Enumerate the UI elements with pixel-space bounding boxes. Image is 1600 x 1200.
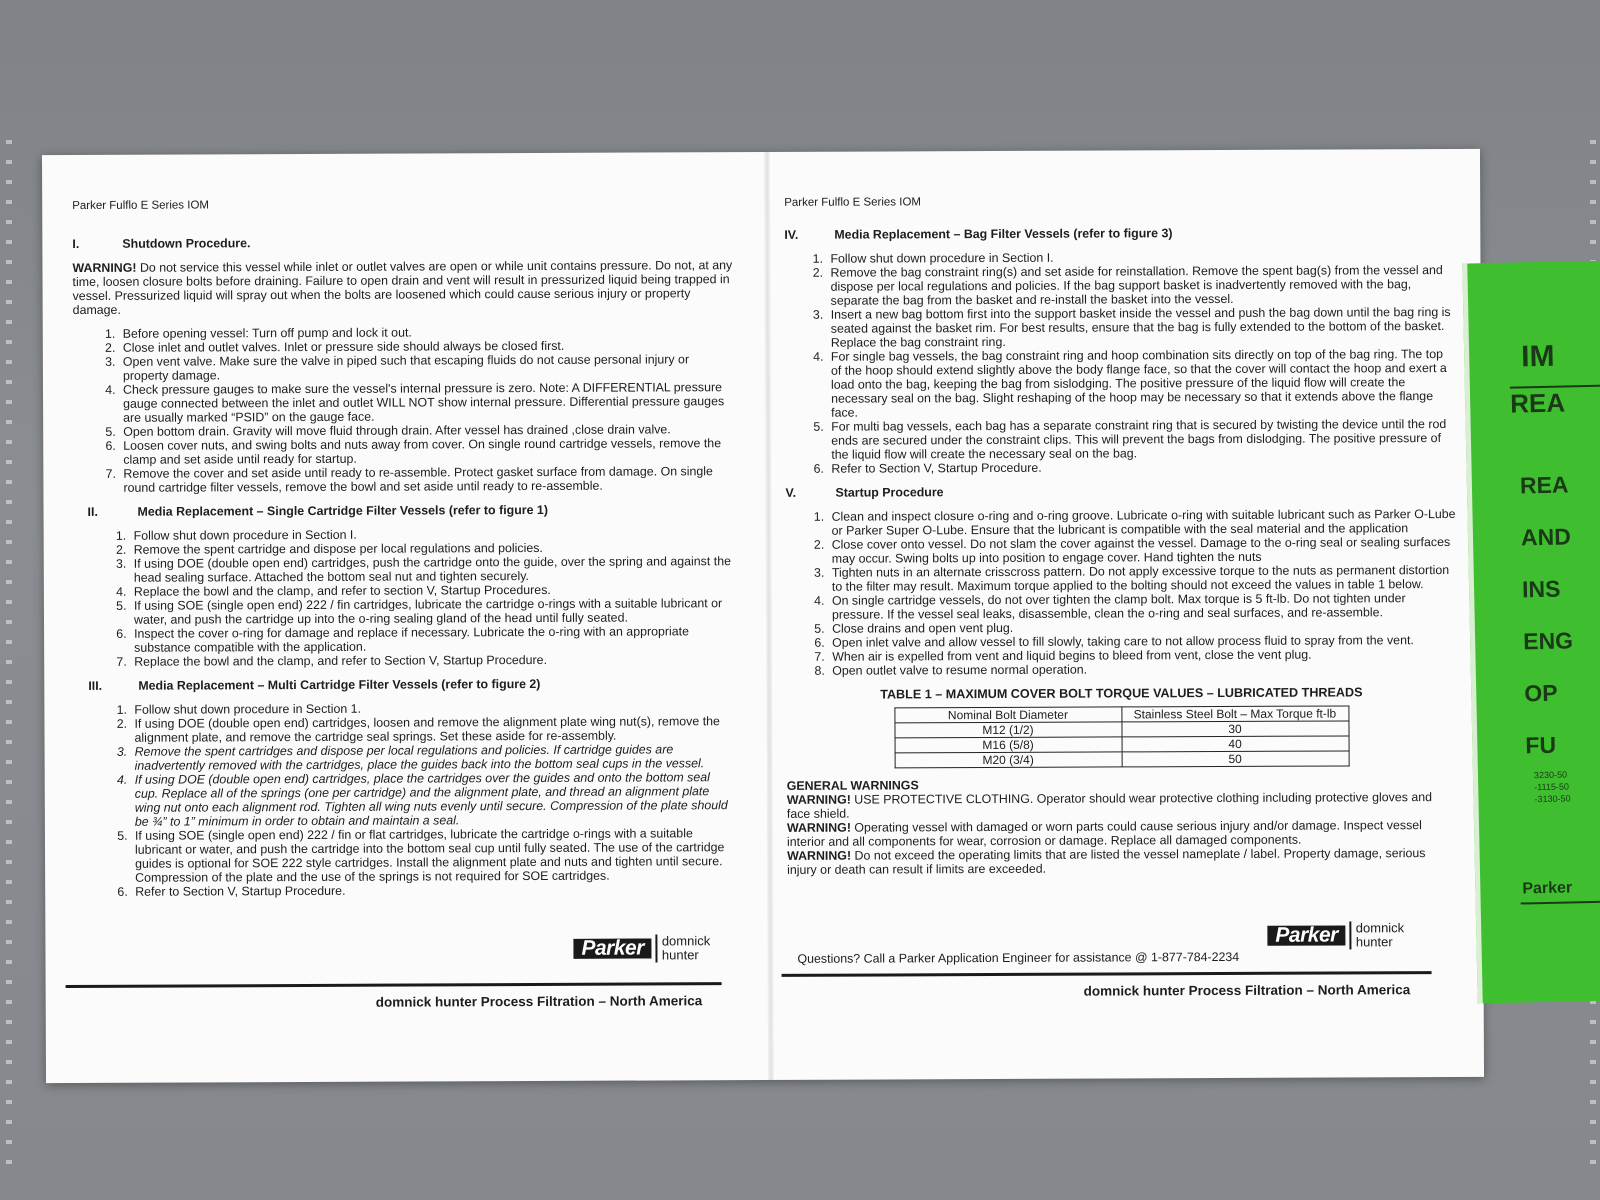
section-number: I.	[72, 236, 80, 252]
torque-table	[894, 705, 1349, 768]
booklet-brand-rule	[1521, 900, 1600, 904]
section-heading	[72, 234, 732, 251]
background-tick-marks-left	[6, 140, 12, 1180]
list-item: 3. Tighten nuts in an alternate crisscross pattern. Do not apply excessive torque to the nuts as permanent distortion to the filter may result. Maximum torque applied to the bolting should not exceed the values in table 1 below.	[828, 563, 1456, 594]
list-item: 2. Remove the spent cartridge and dispose per local regulations and policies.	[130, 540, 734, 557]
booklet-part-number: -1115-50	[1534, 781, 1570, 793]
warning-text: USE PROTECTIVE CLOTHING. Operator should wear protective clothing including protective gloves and face shield.	[786, 790, 1433, 821]
section-title: Shutdown Procedure.	[122, 236, 251, 251]
table-cell: 50	[1122, 751, 1349, 767]
table-cell: 30	[1121, 721, 1348, 737]
list-item: 1. Follow shut down procedure in Section I.	[130, 526, 734, 543]
startup-steps	[786, 507, 1457, 678]
list-item: 3. If using DOE (double open end) cartridges, push the cartridge onto the guide, over the spring and against the head sealing surface. Attached the bottom seal nut and tighten securely.	[130, 554, 734, 585]
left-page	[72, 152, 736, 1083]
section-number: IV.	[784, 227, 799, 242]
booklet-word: REA	[1519, 471, 1569, 499]
list-item: 7. Remove the cover and set aside until ready to re-assemble. Protect gasket surface from damage. On single round cartridge filter vessels, remove the bowl and set aside until ready to re-assemble.	[119, 464, 733, 495]
list-item: 6. Refer to Section V, Startup Procedure.	[131, 882, 735, 899]
section-title: Media Replacement – Single Cartridge Filter Vessels (refer to figure 1)	[137, 502, 548, 519]
warning-label: WARNING!	[786, 820, 851, 835]
footer-rule	[66, 982, 722, 988]
table-header-cell: Nominal Bolt Diameter	[894, 707, 1121, 723]
left-page-content	[72, 226, 735, 909]
list-item: 5. Close drains and open vent plug.	[828, 619, 1456, 636]
list-item: 5. For multi bag vessels, each bag has a separate constraint ring that is secured by twisting the device until the rod ends are secured under the constraint clips. This will prevent the bags from dislodging. The positive pressure of the liquid flow will create the necessary seal on the bag.	[827, 417, 1455, 462]
section-heading	[88, 502, 734, 519]
shutdown-steps	[73, 324, 734, 495]
page-fold	[764, 152, 774, 1080]
list-item: 5. Open bottom drain. Gravity will move fluid through drain. After vessel has drained ,close drain valve.	[119, 422, 733, 439]
section-title: Media Replacement – Multi Cartridge Filter Vessels (refer to figure 2)	[138, 676, 541, 693]
table-header-cell: Stainless Steel Bolt – Max Torque ft-lb	[1121, 706, 1348, 722]
questions-contact-line: Questions? Call a Parker Application Engineer for assistance @ 1-877-784-2234	[797, 949, 1240, 966]
list-item: 5. If using SOE (single open end) 222 / fin cartridges, lubricate the cartridge o-rings with a suitable lubricant or water, and push the cartridge up into the o-ring sealing gland of the head until fully seated.	[130, 596, 734, 627]
booklet-part-number: -3130-50	[1534, 793, 1571, 805]
list-item: 6. Refer to Section V, Startup Procedure.	[827, 459, 1455, 476]
section-heading	[784, 225, 1454, 242]
page-header: Parker Fulflo E Series IOM	[784, 196, 921, 209]
table-cell: M12 (1/2)	[894, 722, 1121, 738]
list-item: 4. Check pressure gauges to make sure the vessel's internal pressure is zero. Note: A DIFFERENTIAL pressure gauge connected between the inlet and outlet WILL NOT show internal pressure. Differential pressure gauges are usually marked “PSID” on the gauge face.	[119, 380, 733, 425]
booklet-word: ENG	[1522, 627, 1574, 655]
section-number: III.	[88, 678, 103, 693]
section-number: II.	[87, 504, 98, 519]
general-warning-item	[787, 818, 1457, 849]
list-item: 7. Replace the bowl and the clamp, and refer to Section V, Startup Procedure.	[130, 652, 734, 669]
logo-line-2: hunter	[661, 947, 699, 963]
warning-text: Do not exceed the operating limits that are listed the vessel nameplate / label. Property damage, serious injury or death can result if limits are exceeded.	[787, 846, 1426, 877]
table-header-row	[894, 706, 1348, 723]
domnick-hunter-wordmark	[1350, 921, 1405, 949]
table-row	[895, 751, 1349, 768]
booklet-brand: Parker	[1522, 879, 1573, 898]
list-item: 4. Replace the bowl and the clamp, and refer to section V, Startup Procedures.	[130, 582, 734, 599]
section-title: Media Replacement – Bag Filter Vessels (refer to figure 3)	[834, 226, 1173, 242]
parker-logo-mark: Parker	[1267, 925, 1345, 945]
list-item: 1. Before opening vessel: Turn off pump and lock it out.	[119, 324, 733, 341]
warning-text: Operating vessel with damaged or worn parts could cause serious injury and/or damage. Inspect vessel interior and all components for wear, corrosion or damage. Replace all damaged components.	[786, 818, 1422, 849]
page-footer: domnick hunter Process Filtration – North America	[1083, 982, 1411, 999]
logo-line-1: domnick	[1355, 920, 1405, 936]
list-item: 1. Clean and inspect closure o-ring and o-ring groove. Lubricate o-ring with suitable lubricant such as Parker O-Lube or Parker Super O-Lube. Ensure that the lubricant is compatible with the seal material and the application	[828, 507, 1456, 538]
footer-rule	[782, 971, 1432, 977]
general-warnings-title: GENERAL WARNINGS	[786, 778, 919, 793]
list-item: 1. Follow shut down procedure in Section I.	[826, 249, 1454, 266]
list-item: 2. Close inlet and outlet valves. Inlet or pressure side should always be closed first.	[119, 338, 733, 355]
table-title: TABLE 1 – MAXIMUM COVER BOLT TORQUE VALUES – LUBRICATED THREADS	[880, 685, 1363, 702]
section-title: Startup Procedure	[835, 485, 944, 500]
list-item: 6. Inspect the cover o-ring for damage and replace if necessary. Lubricate the o-ring with an appropriate substance compatible with the application.	[130, 624, 734, 655]
parker-domnick-hunter-logo	[1267, 921, 1404, 950]
list-item: 2. Close cover onto vessel. Do not slam the cover against the vessel. Damage to the o-ring seal or sealing surfaces may occur. Swing bolts up into position to engage cover. Hand tighten the nuts	[828, 535, 1456, 566]
booklet-part-number: 3230-50	[1533, 769, 1568, 781]
warning-label: WARNING!	[786, 792, 851, 807]
page-footer: domnick hunter Process Filtration – North America	[375, 993, 703, 1010]
general-warning-item	[787, 790, 1457, 821]
parker-domnick-hunter-logo	[573, 934, 710, 963]
list-item: 1. Follow shut down procedure in Section 1.	[130, 700, 734, 717]
parker-logo-mark: Parker	[573, 938, 651, 958]
list-item: 2. Remove the bag constraint ring(s) and set aside for reinstallation. Remove the spent bag(s) from the vessel and dispose per local regulations and policies. If the bag support basket is inadvertently removed with the bag, separate the bag from the basket and re-install the basket into the vessel.	[826, 263, 1454, 308]
list-item: 6. Loosen cover nuts, and swing bolts and nuts away from cover. On single round cartridge vessels, remove the clamp and set aside until ready for startup.	[119, 436, 733, 467]
single-cartridge-steps	[74, 526, 735, 669]
multi-cartridge-steps	[74, 700, 735, 899]
booklet-word: FU	[1525, 731, 1557, 759]
domnick-hunter-wordmark	[656, 934, 711, 962]
booklet-word: AND	[1520, 523, 1572, 551]
warning-text: Do not service this vessel while inlet or outlet valves are open or while unit contains pressure. Do not, at any time, loosen closure bolts before draining. Failure to open drain and vent will result in pressurized liquid being trapped in vessel. Pressurized liquid will spray out when the bolts are loosened which could cause serious injury or property damage.	[72, 258, 733, 318]
right-page	[784, 149, 1458, 1080]
list-item: 2. If using DOE (double open end) cartridges, loosen and remove the alignment plate wing nut(s), remove the alignment plate, and remove the cartridge seal springs. Set these aside for re-assembly.	[130, 714, 734, 745]
general-warnings	[787, 776, 1457, 877]
logo-line-2: hunter	[1355, 934, 1393, 950]
table-cell: M16 (5/8)	[895, 737, 1122, 753]
list-item: 8. Open outlet valve to resume normal operation.	[828, 661, 1456, 678]
table-cell: M20 (3/4)	[895, 752, 1122, 768]
list-item: 4. On single cartridge vessels, do not over tighten the clamp bolt. Max torque is 5 ft-lb. Do not tighten under pressure. If the vessel seal leaks, disassemble, clean the o-ring and seal surfaces, and re-assemble.	[828, 591, 1456, 622]
page-header: Parker Fulflo E Series IOM	[72, 199, 209, 213]
general-warning-item	[787, 846, 1457, 877]
list-item: 7. When air is expelled from vent and liquid begins to bleed from vent, close the vent plug.	[828, 647, 1456, 664]
warning-paragraph	[72, 258, 732, 317]
warning-label: WARNING!	[787, 848, 852, 863]
list-item: 4. For single bag vessels, the bag constraint ring and hoop combination sits directly on top of the bag ring. The top of the hoop should extend slightly above the body flange face, so that the cover will contact the hoop and exert a load onto the bag, keeping the bag from sislodging. The positive pressure of the liquid flow will create the necessary seal on the bag. Slight reshaping of the hoop may be necessary so that it extends above the flange face.	[827, 347, 1455, 420]
list-item: 5. If using SOE (single open end) 222 / fin or flat cartridges, lubricate the cartridge o-rings with a suitable lubricant or water, and push the cartridge into the bottom seal cup until fully seated. The use of the cartridge guides is optional for SOE 222 style cartridges. Install the alignment plate and nuts and tighten until secure. Compression of the plate and the use of the springs is not required for SOE cartridges.	[131, 826, 735, 885]
list-item: 3. Remove the spent cartridges and dispose per local regulations and policies. If cartridge guides are inadvertently removed with the cartridges, place the guides back into the bottom seal cups in the vessel.	[131, 742, 735, 773]
section-number: V.	[785, 485, 797, 500]
bag-filter-steps	[784, 249, 1455, 476]
instruction-sheet	[42, 149, 1484, 1083]
warning-label: WARNING!	[72, 260, 137, 276]
list-item: 4. If using DOE (double open end) cartridges, place the cartridges over the guides and onto the bottom seal cup. Replace all of the springs (one per cartridge) and the alignment plate, and thread an alignment plate wing nut onto each alignment rod. Tighten all wing nuts evenly until secure. Compression of the plate should be ¾” to 1” minimum in order to obtain and maintain a seal.	[131, 770, 735, 829]
right-page-content	[784, 223, 1457, 877]
logo-line-1: domnick	[661, 933, 711, 949]
section-heading	[785, 483, 1455, 500]
section-heading	[88, 676, 734, 693]
green-manual-booklet	[1462, 261, 1600, 1004]
booklet-subtitle: REA	[1509, 387, 1566, 419]
list-item: 6. Open inlet valve and allow vessel to fill slowly, taking care to not allow process fluid to spray from the vent.	[828, 633, 1456, 650]
table-cell: 40	[1122, 736, 1349, 752]
list-item: 3. Insert a new bag bottom first into the support basket inside the vessel and push the bag down until the bag ring is seated against the basket rim. For best results, ensure that the bag is fully extended to the bottom of the basket. Replace the bag constraint ring.	[827, 305, 1455, 350]
list-item: 3. Open vent valve. Make sure the valve in piped such that escaping fluids do not cause personal injury or property damage.	[119, 352, 733, 383]
booklet-word: OP	[1524, 679, 1558, 707]
booklet-title: IM	[1520, 339, 1555, 374]
booklet-word: INS	[1521, 575, 1561, 603]
